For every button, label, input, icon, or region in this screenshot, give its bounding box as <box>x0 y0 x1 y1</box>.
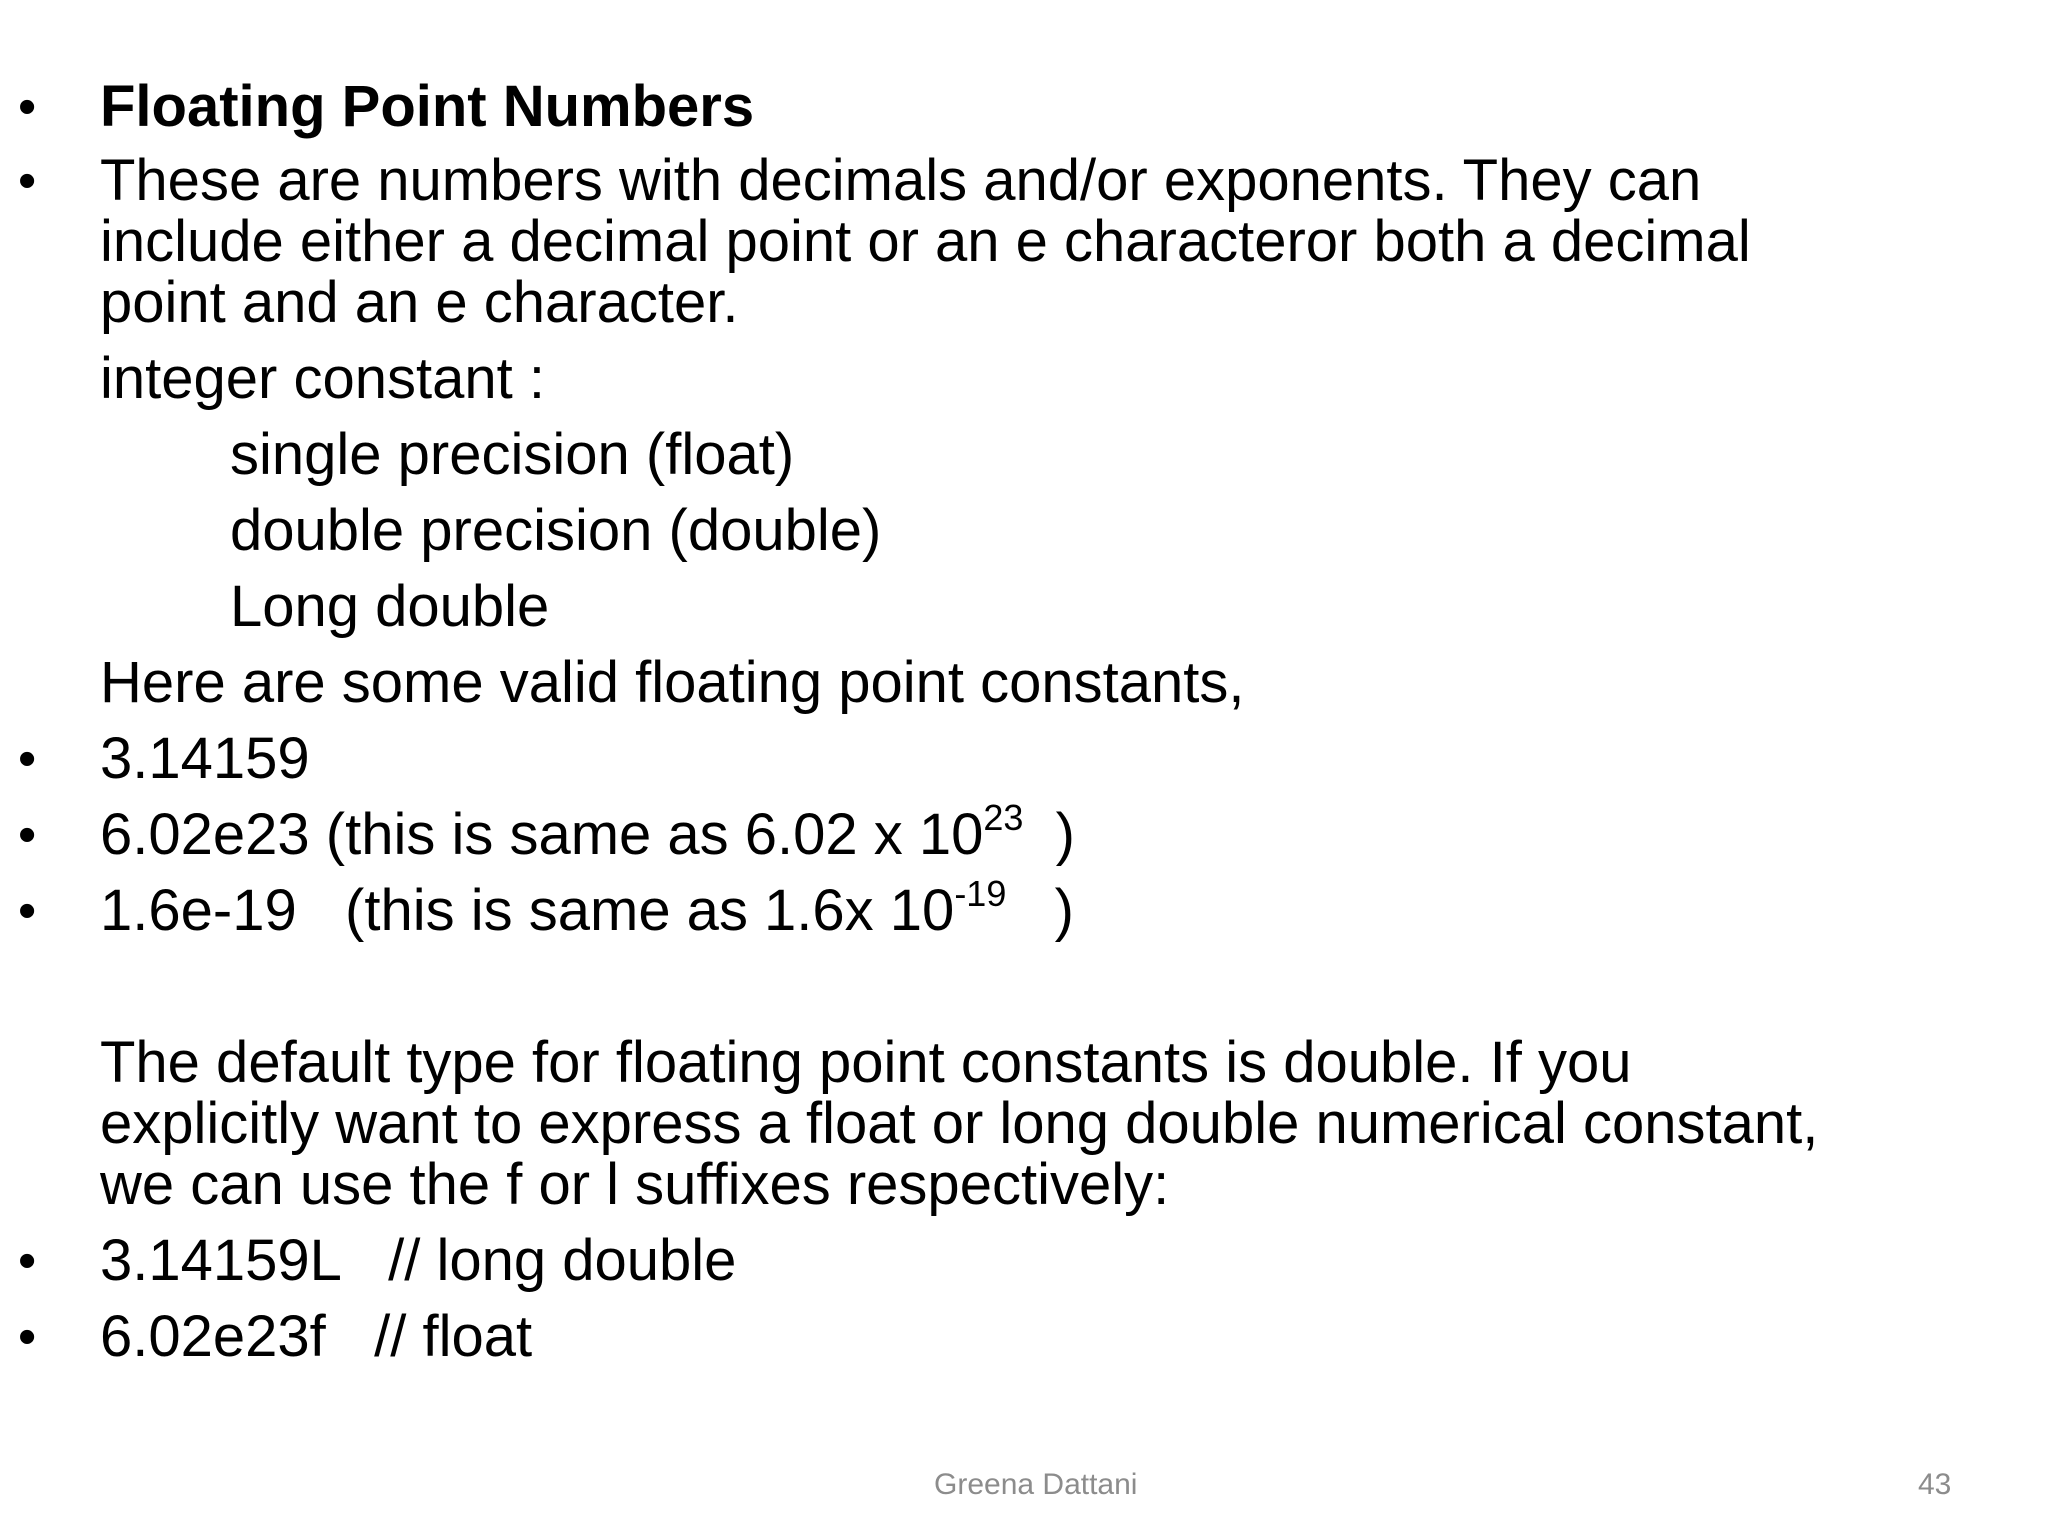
bullet-icon: • <box>18 1308 37 1366</box>
footer-author: Greena Dattani <box>934 1468 1138 1501</box>
example-3-text: 1.6e-19 (this is same as 1.6x 10 <box>100 878 955 943</box>
integer-constant-label: integer constant : <box>100 346 545 411</box>
bullet-icon: • <box>18 730 37 788</box>
default-type-line-1: The default type for floating point constants is double. If you <box>100 1030 1632 1095</box>
intro-line-2: include either a decimal point or an e characteror both a decimal <box>100 209 1751 274</box>
bullet-icon: • <box>18 882 37 940</box>
example-3 <box>100 873 1075 943</box>
precision-type-long-double: Long double <box>230 574 550 639</box>
suffix-example-float: 6.02e23f // float <box>100 1304 533 1369</box>
example-2 <box>100 797 1075 867</box>
bullet-icon: • <box>18 152 37 210</box>
intro-line-1: These are numbers with decimals and/or exponents. They can <box>100 148 1702 213</box>
intro-line-3: point and an e character. <box>100 270 739 335</box>
precision-type-float: single precision (float) <box>230 422 795 487</box>
page-number: 43 <box>1918 1468 1952 1501</box>
example-1: 3.14159 <box>100 726 310 791</box>
example-2-exponent: 23 <box>983 797 1024 838</box>
example-2-suffix: ) <box>1023 802 1075 867</box>
bullet-icon: • <box>18 806 37 864</box>
example-3-suffix: ) <box>1006 878 1075 943</box>
default-type-line-2: explicitly want to express a float or long double numerical constant, <box>100 1091 1819 1156</box>
bullet-icon: • <box>18 78 37 136</box>
slide-title: Floating Point Numbers <box>100 74 755 139</box>
default-type-line-3: we can use the f or l suffixes respectively: <box>100 1152 1170 1217</box>
valid-constants-intro: Here are some valid floating point constants, <box>100 650 1245 715</box>
precision-type-double: double precision (double) <box>230 498 882 563</box>
example-3-exponent: -19 <box>954 873 1007 914</box>
bullet-icon: • <box>18 1232 37 1290</box>
example-2-text: 6.02e23 (this is same as 6.02 x 10 <box>100 802 984 867</box>
suffix-example-long-double: 3.14159L // long double <box>100 1228 737 1293</box>
